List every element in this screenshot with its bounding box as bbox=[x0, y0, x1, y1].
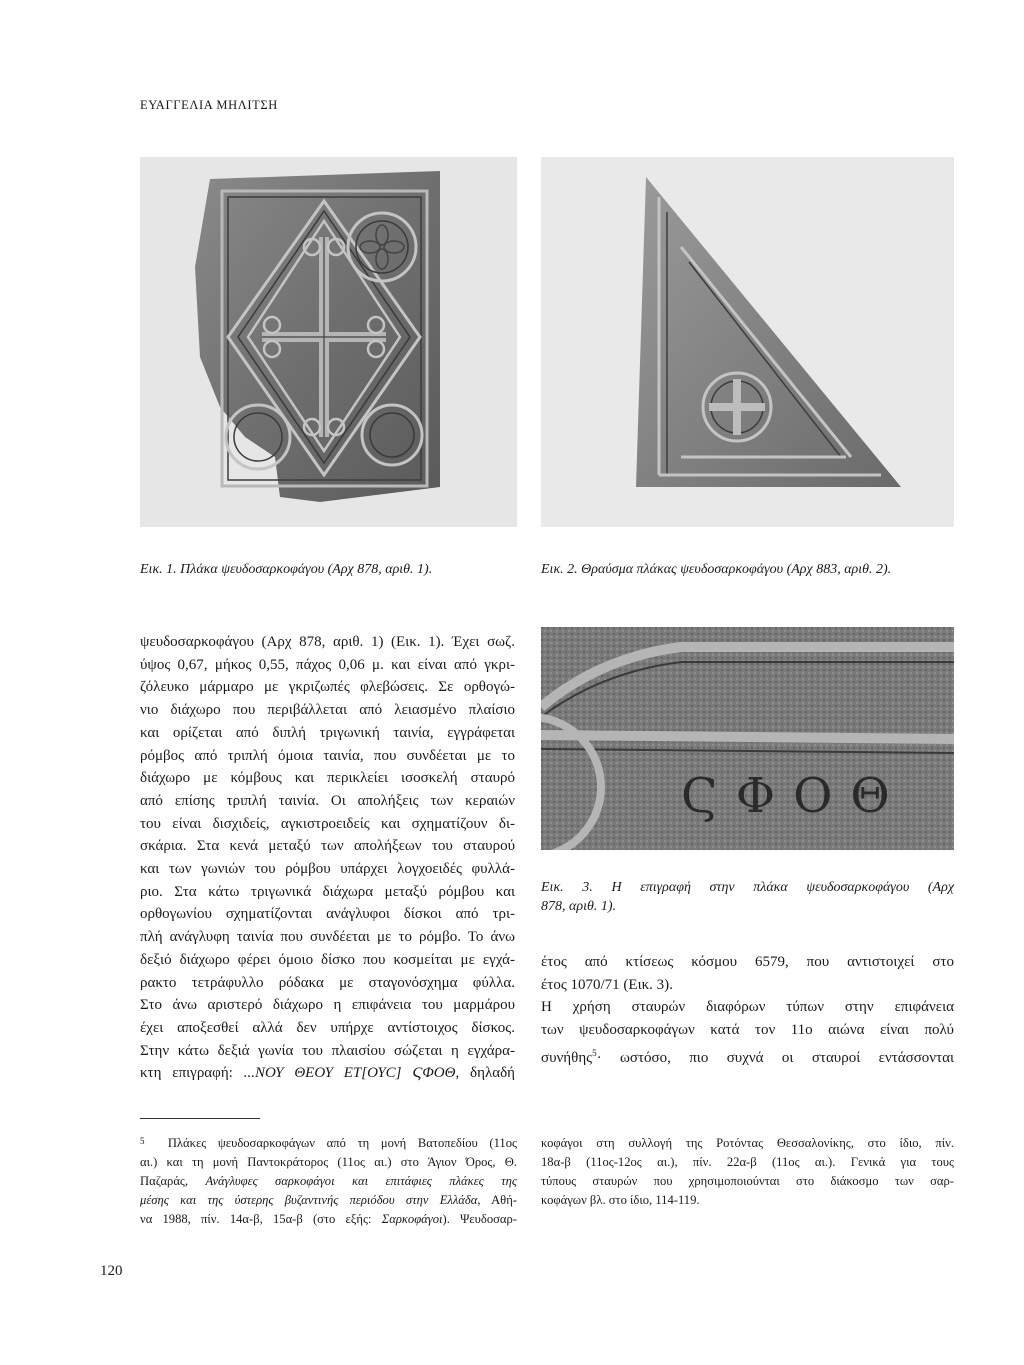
inscription-text: ϚΦΟΘ bbox=[681, 768, 908, 824]
text-line: σκάρια. Στα κενά μεταξύ των απολήξεων του σταυρού bbox=[140, 838, 515, 855]
text-line: Στην κάτω δεξιά γωνία του πλαισίου σώζεται η εγχάρα- bbox=[140, 1042, 515, 1059]
text-line: Στο άνω αριστερό διάχωρο η επιφάνεια του μαρμάρου bbox=[140, 997, 515, 1014]
footnote-right bbox=[541, 1134, 954, 1210]
figure-3-caption bbox=[541, 878, 954, 916]
page-number: 120 bbox=[100, 1263, 123, 1279]
text-line: και ορίζεται από διπλή τριγωνική ταινία, εγγράφεται bbox=[140, 724, 515, 741]
figure-2-caption: Εικ. 2. Θραύσμα πλάκας ψευδοσαρκοφάγου (Αρχ 883, αριθ. 2). bbox=[541, 562, 892, 577]
footnote-number: 5 bbox=[140, 1136, 145, 1146]
text-line: ρόμβος από τριπλή όμοια ταινία, που συνδέεται με το bbox=[140, 747, 515, 764]
figure-3-caption-line-2: 878, αριθ. 1). bbox=[541, 899, 616, 914]
figure-3-caption-line-1: Εικ. 3. Η επιγραφή στην πλάκα ψευδοσαρκοφάγου (Αρχ bbox=[541, 880, 954, 895]
text-line: έτος από κτίσεως κόσμου 6579, που αντιστοιχεί στο bbox=[541, 954, 954, 970]
text-line: πλή ανάγλυφη ταινία που συνδέεται με το ρόμβο. Το άνω bbox=[140, 929, 515, 946]
footnote-line: κοφάγων βλ. στο ίδιο, 114-119. bbox=[541, 1193, 700, 1207]
footnote-line: 18α-β (11ος-12ος αι.), πίν. 22α-β (11ος αι.). Γενικά για τους bbox=[541, 1155, 954, 1169]
footnote-title: Ανάγλυφες σαρκοφάγοι και επιτάφιες πλάκες της bbox=[205, 1174, 518, 1188]
figure-3-photo bbox=[541, 627, 954, 850]
running-header: ΕΥΑΓΓΕΛΙΑ ΜΗΛΙΤΣΗ bbox=[140, 98, 278, 112]
footnote-line bbox=[140, 1134, 517, 1153]
text-line: ψευδοσαρκοφάγου (Αρχ 878, αριθ. 1) (Εικ. 1). Έχει σωζ. bbox=[140, 634, 515, 650]
inscription-prefix: κτη επιγραφή: bbox=[140, 1065, 244, 1082]
text-line: ζόλευκο μάρμαρο με γκριζωπές φλεβώσεις. Σε ορθογώ- bbox=[140, 679, 515, 696]
figure-1-photo bbox=[140, 157, 517, 527]
footnote-reference[interactable]: 5 bbox=[592, 1047, 597, 1058]
text-line: νιο διάχωρο που περιβάλλεται από λειασμένο πλαίσιο bbox=[140, 702, 515, 719]
footnote-left bbox=[140, 1134, 517, 1229]
text-line: ύψος 0,67, μήκος 0,55, πάχος 0,06 μ. και είναι από γκρι- bbox=[140, 656, 515, 673]
figure-1-caption: Εικ. 1. Πλάκα ψευδοσαρκοφάγου (Αρχ 878, αριθ. 1). bbox=[140, 562, 433, 577]
text-line: διάχωρο με κόμβους και περικλείει ισοσκελή σταυρό bbox=[140, 770, 515, 787]
inscription-transcription: ...ΝΟΥ ΘΕΟΥ ΕΤ[ΟΥϹ] ϚΦΟΘ bbox=[243, 1065, 456, 1082]
slab-relief-image bbox=[140, 157, 517, 527]
text-line bbox=[541, 1042, 954, 1070]
text-line: ριο. Στα κάτω τριγωνικά διάχωρα μεταξύ ρόμβου και bbox=[140, 883, 515, 900]
text-line: των ψευδοσαρκοφάγων κατά τον 11ο αιώνα είναι πολύ bbox=[541, 1022, 954, 1039]
text-line: έτος 1070/71 (Εικ. 3). bbox=[541, 976, 673, 993]
footnote-line bbox=[140, 1172, 517, 1191]
inscription-image bbox=[541, 627, 954, 850]
fragment-relief-image bbox=[541, 157, 954, 527]
text-line: από επίσης τριπλή ταινία. Οι απολήξεις των κεραιών bbox=[140, 792, 515, 809]
footnote-text: να 1988, πίν. 14α-β, 15α-β (στο εξής: bbox=[140, 1212, 382, 1226]
text-line: ρακτο τετράφυλλο ρόδακα με σταγονόσχημα φύλλα. bbox=[140, 974, 515, 991]
footnote-line bbox=[140, 1210, 517, 1229]
right-column-text bbox=[541, 951, 954, 1070]
text-line: δεξιό διάχωρο φέρει όμοιο δίσκο που κοσμείται με εγχά- bbox=[140, 951, 515, 968]
text-line: και των γωνιών του ρόμβου υπάρχει λογχοειδές φυλλά- bbox=[140, 861, 515, 878]
text-line: ορθογωνίου σχηματίζονται ανάγλυφοι δίσκοι από τρι- bbox=[140, 906, 515, 923]
footnote-rule bbox=[140, 1118, 260, 1119]
footnote-line bbox=[140, 1191, 517, 1210]
footnote-text: Πλάκες ψευδοσαρκοφάγων από τη μονή Βατοπεδίου (11ος bbox=[167, 1136, 518, 1150]
text-line-inscription bbox=[140, 1062, 515, 1085]
text-line: του είναι δισχιδείς, αγκιστροειδείς και σχηματίζουν δι- bbox=[140, 815, 515, 832]
left-column-text bbox=[140, 631, 515, 1085]
figure-2-photo bbox=[541, 157, 954, 527]
inscription-suffix: , δηλαδή bbox=[455, 1065, 515, 1082]
footnote-line: τύπους σταυρών που χρησιμοποιούνται στο διάκοσμο των σαρ- bbox=[541, 1174, 954, 1188]
footnote-line: κοφάγοι στη συλλογή της Ροτόντας Θεσσαλονίκης, στο ίδιο, πίν. bbox=[541, 1136, 954, 1150]
footnote-title: Σαρκοφάγοι bbox=[381, 1212, 443, 1226]
footnote-line: αι.) και τη μονή Παντοκράτορος (11ος αι.) στο Άγιον Όρος, Θ. bbox=[140, 1155, 517, 1169]
footnote-text: , Αθή- bbox=[477, 1193, 517, 1207]
text-fragment: · ωστόσο, πιο συχνά οι σταυροί εντάσσονται bbox=[596, 1049, 954, 1066]
text-line: Η χρήση σταυρών διαφόρων τύπων στην επιφάνεια bbox=[541, 999, 954, 1016]
footnote-text: ). Ψευδοσαρ- bbox=[442, 1212, 518, 1226]
text-fragment: συνήθης bbox=[541, 1049, 593, 1066]
footnote-title: μέσης και της ύστερης βυζαντινής περιόδου στην Ελλάδα bbox=[140, 1193, 478, 1207]
footnote-text: Παζαράς, bbox=[140, 1174, 206, 1188]
text-line: έχει αποξεσθεί αλλά δεν υπήρχε αντίστοιχος δίσκος. bbox=[140, 1019, 515, 1036]
